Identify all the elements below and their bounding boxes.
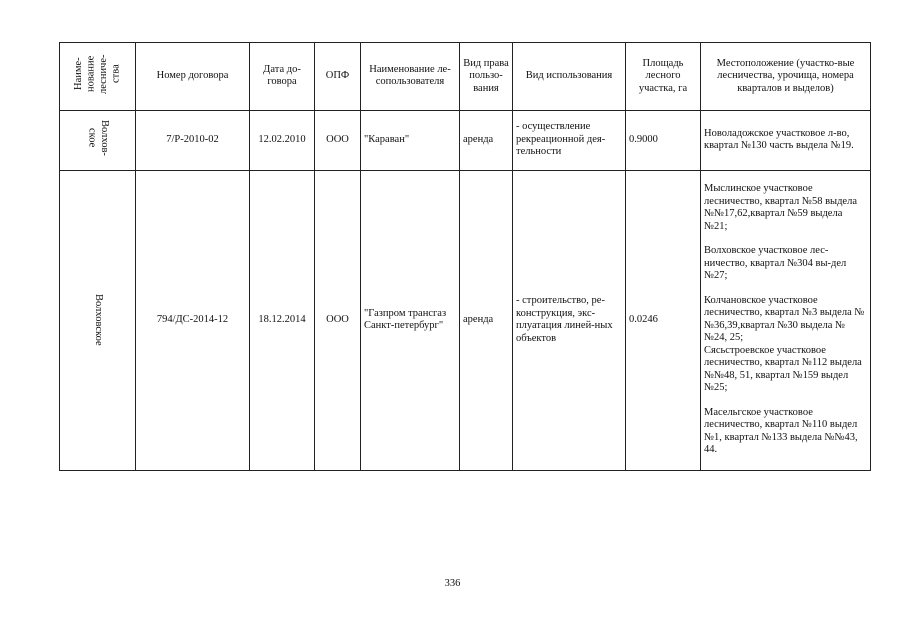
forestry-label: Волхов-ское — [86, 119, 110, 156]
location-part: Колчановское участковое лесничество, квартал №3 выдела №№36,39,квартал №30 выдела №№24, 25; — [704, 294, 865, 344]
cell-contract-date: 18.12.2014 — [250, 170, 315, 470]
cell-user-name: "Караван" — [361, 110, 460, 170]
cell-user-name: "Газпром трансгаз Санкт-петербург" — [361, 170, 460, 470]
cell-area: 0.0246 — [626, 170, 701, 470]
forestry-label: Волховское — [92, 293, 104, 346]
page-number: 336 — [444, 578, 461, 589]
header-use-type: Вид использования — [513, 43, 626, 111]
cell-opf: ООО — [315, 170, 361, 470]
cell-right-type: аренда — [460, 170, 513, 470]
cell-use-type: - строительство, ре-конструкция, экс-плуатация линей-ных объектов — [513, 170, 626, 470]
header-opf: ОПФ — [315, 43, 361, 111]
cell-right-type: аренда — [460, 110, 513, 170]
location-part: Волховское участковое лес-ничество, квартал №304 вы-дел №27; — [704, 245, 847, 282]
cell-use-type: - осуществление рекреационной дея-тельности — [513, 110, 626, 170]
cell-opf: ООО — [315, 110, 361, 170]
cell-contract-date: 12.02.2010 — [250, 110, 315, 170]
header-contract-number: Номер договора — [136, 43, 250, 111]
cell-contract-number: 7/Р-2010-02 — [136, 110, 250, 170]
header-location: Местоположение (участко-вые лесничества, урочища, номера кварталов и выделов) — [701, 43, 871, 111]
location-part: Мыслинское участковое лесничество, квартал №58 выдела №№17,62,квартал №59 выдела №21; — [704, 183, 857, 232]
location-part: Сясьстроевское участковое лесничество, квартал №112 выдела №№48, 51, квартал №159 выдел №25; — [704, 344, 862, 394]
cell-forestry — [60, 110, 136, 170]
cell-area: 0.9000 — [626, 110, 701, 170]
header-user-name: Наименование ле-сопользователя — [361, 43, 460, 111]
table-row — [60, 110, 871, 170]
table-header-row — [60, 43, 871, 111]
header-area: Площадь лесного участка, га — [626, 43, 701, 111]
cell-location: Новоладожское участковое л-во, квартал №130 часть выдела №19. — [701, 110, 871, 170]
header-forestry-label: Наиме-нование лесничe-ства — [72, 54, 121, 94]
table-row — [60, 170, 871, 470]
cell-forestry — [60, 170, 136, 470]
cell-contract-number: 794/ДС-2014-12 — [136, 170, 250, 470]
header-contract-date: Дата до-говора — [250, 43, 315, 111]
lease-table — [59, 42, 871, 471]
header-right-type: Вид права пользо-вания — [460, 43, 513, 111]
location-part: Масельгское участковое лесничество, квартал №110 выдел №1, квартал №133 выдела №№43, 44. — [704, 406, 858, 456]
cell-location — [701, 170, 871, 470]
header-forestry — [60, 43, 136, 111]
